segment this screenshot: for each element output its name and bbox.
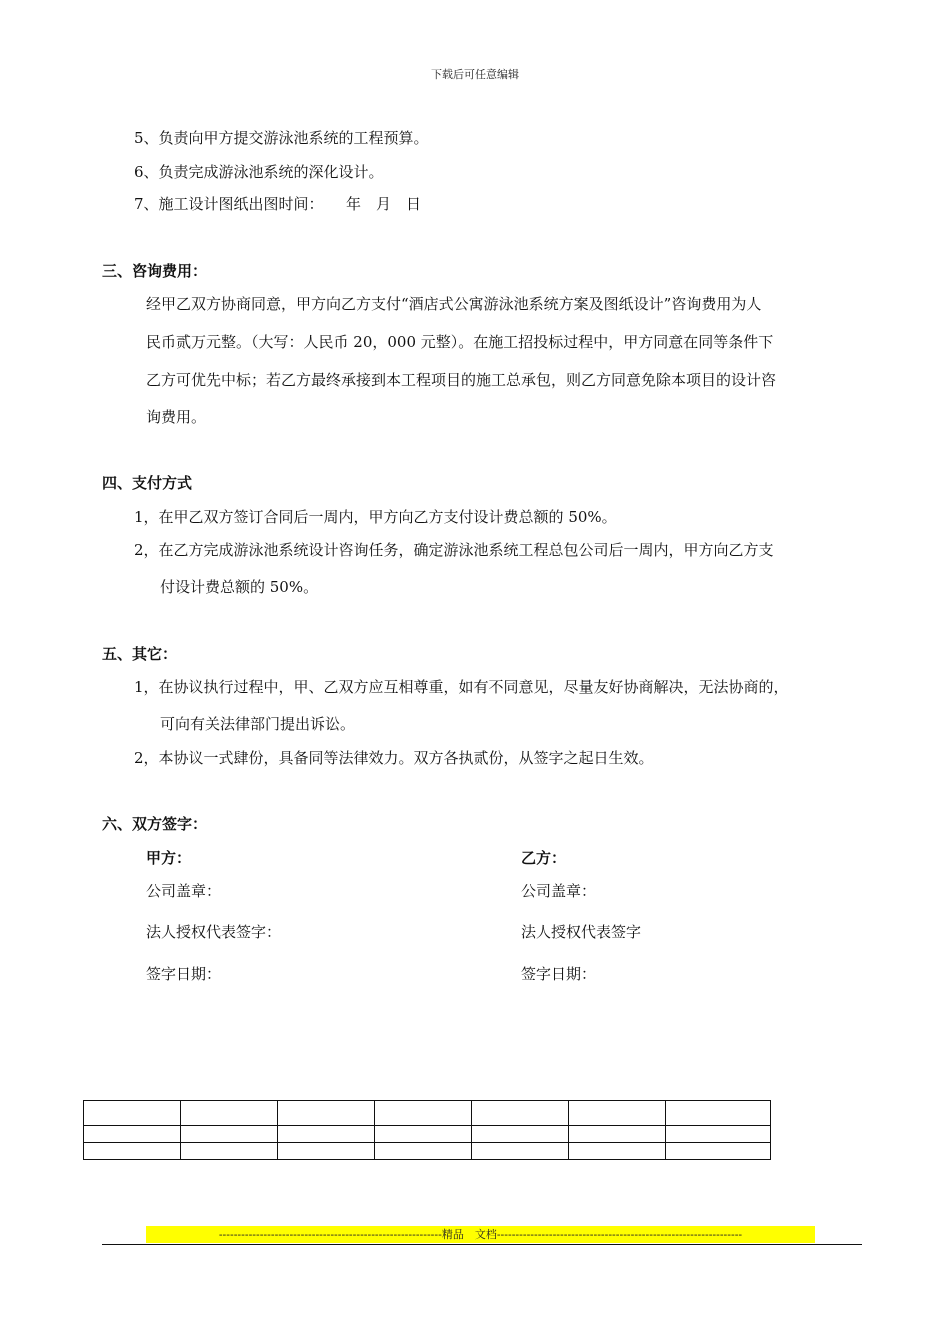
section-3-title: 三、咨询费用： bbox=[102, 262, 208, 280]
section-5-item-2: 2，本协议一式肆份，具备同等法律效力。双方各执贰份，从签字之起日生效。 bbox=[134, 749, 654, 767]
table-cell bbox=[666, 1126, 771, 1143]
footer-banner: ------------------------------------------------------------精品 文档------------------------------------------------------------------ bbox=[146, 1226, 815, 1243]
table-cell bbox=[278, 1143, 375, 1160]
section-5-title: 五、其它： bbox=[102, 645, 178, 663]
section-4-title: 四、支付方式 bbox=[102, 474, 193, 492]
table-cell bbox=[181, 1143, 278, 1160]
party-a-rep: 法人授权代表签字： bbox=[146, 923, 282, 941]
table-cell bbox=[569, 1126, 666, 1143]
section-3-line-3: 乙方可优先中标；若乙方最终承接到本工程项目的施工总承包，则乙方同意免除本项目的设计咨 bbox=[146, 371, 777, 389]
blank-table bbox=[83, 1100, 771, 1160]
section-6-title: 六、双方签字： bbox=[102, 815, 208, 833]
table-cell bbox=[375, 1143, 472, 1160]
party-a-seal: 公司盖章： bbox=[146, 882, 222, 900]
party-b-rep: 法人授权代表签字 bbox=[521, 923, 642, 941]
section-3-line-4: 询费用。 bbox=[146, 408, 207, 426]
table-cell bbox=[375, 1101, 472, 1126]
table-cell bbox=[375, 1126, 472, 1143]
table-cell bbox=[472, 1101, 569, 1126]
table-cell bbox=[666, 1101, 771, 1126]
scope-item-6: 6、负责完成游泳池系统的深化设计。 bbox=[134, 163, 384, 181]
table-cell bbox=[181, 1126, 278, 1143]
table-cell bbox=[472, 1126, 569, 1143]
section-4-item-2-line-2: 付设计费总额的 50%。 bbox=[160, 578, 319, 596]
table-cell bbox=[181, 1101, 278, 1126]
table-cell bbox=[84, 1101, 181, 1126]
table-cell bbox=[569, 1101, 666, 1126]
header-note: 下载后可任意编辑 bbox=[431, 68, 519, 81]
table-cell bbox=[472, 1143, 569, 1160]
party-b-label: 乙方： bbox=[521, 849, 567, 867]
section-4-item-1: 1，在甲乙双方签订合同后一周内，甲方向乙方支付设计费总额的 50%。 bbox=[134, 508, 617, 526]
footer-rule bbox=[102, 1244, 862, 1245]
party-b-seal: 公司盖章： bbox=[521, 882, 597, 900]
section-5-item-1-line-2: 可向有关法律部门提出诉讼。 bbox=[160, 715, 356, 733]
party-a-label: 甲方： bbox=[146, 849, 192, 867]
scope-item-5: 5、负责向甲方提交游泳池系统的工程预算。 bbox=[134, 129, 429, 147]
table-cell bbox=[278, 1101, 375, 1126]
table-cell bbox=[84, 1143, 181, 1160]
table-cell bbox=[278, 1126, 375, 1143]
scope-item-7: 7、施工设计图纸出图时间： 年 月 日 bbox=[134, 195, 422, 213]
section-3-line-2: 民币贰万元整。（大写：人民币 20，000 元整）。在施工招投标过程中，甲方同意在同等条件下 bbox=[146, 333, 774, 351]
party-b-date: 签字日期： bbox=[521, 965, 597, 983]
party-a-date: 签字日期： bbox=[146, 965, 222, 983]
section-3-line-1: 经甲乙双方协商同意，甲方向乙方支付“酒店式公寓游泳池系统方案及图纸设计”咨询费用为人 bbox=[146, 295, 762, 313]
table-cell bbox=[569, 1143, 666, 1160]
section-5-item-1-line-1: 1，在协议执行过程中，甲、乙双方应互相尊重，如有不同意见，尽量友好协商解决，无法协商的， bbox=[134, 678, 789, 696]
section-4-item-2-line-1: 2，在乙方完成游泳池系统设计咨询任务，确定游泳池系统工程总包公司后一周内，甲方向乙方支 bbox=[134, 541, 774, 559]
table-cell bbox=[666, 1143, 771, 1160]
table-cell bbox=[84, 1126, 181, 1143]
